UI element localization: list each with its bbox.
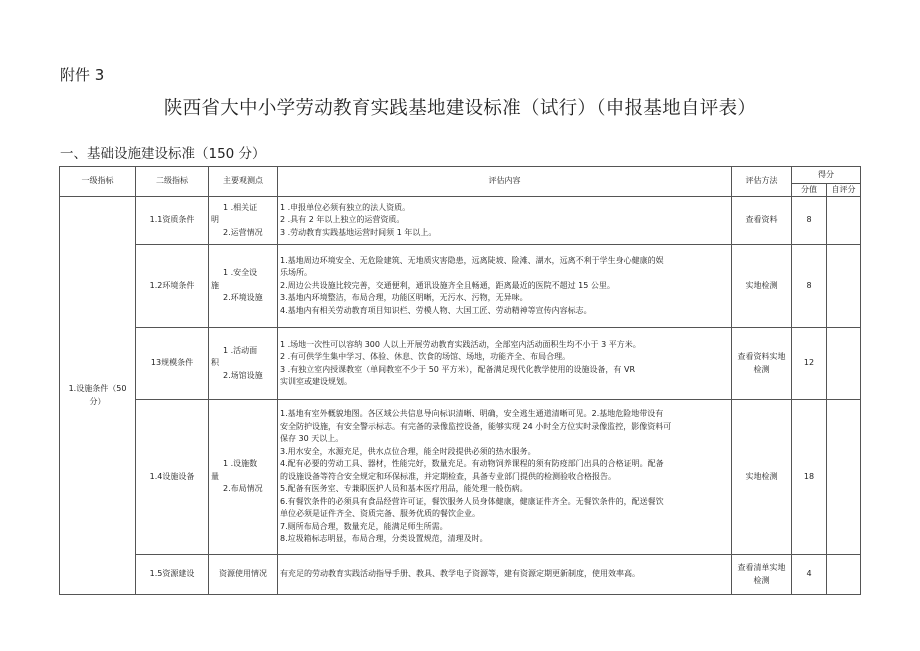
level2-cell: 1.4设施设备 <box>136 400 209 555</box>
observation-line: 2.运营情况 <box>223 227 263 237</box>
level2-cell: 1.5资源建设 <box>136 555 209 595</box>
content-line: 5.配备有医务室、专兼职医护人员和基本医疗用品，能处理一般伤病。 <box>280 484 528 494</box>
self-score-cell[interactable] <box>827 555 861 595</box>
observation-line: 施 <box>211 280 219 290</box>
self-score-cell[interactable] <box>827 400 861 555</box>
content-cell <box>278 197 732 245</box>
content-line: 的设施设备等符合安全规定和环保标准，并定期检查，具备专业部门提供的检测验收合格报告。 <box>280 471 616 481</box>
observation-line: 1 .活动面 <box>223 345 258 355</box>
content-cell <box>278 328 732 400</box>
annex-label: 附件 3 <box>60 66 105 84</box>
table-row <box>60 555 861 595</box>
level2-cell: 1.2环境条件 <box>136 245 209 328</box>
points-cell: 4 <box>792 555 827 595</box>
content-line: 3.基地内环境整洁，布局合理，功能区明晰，无污水、污物，无异味。 <box>280 293 528 303</box>
section-heading: 一、基础设施建设标准（150 分） <box>60 146 266 162</box>
observation-cell <box>209 328 278 400</box>
table-row <box>60 400 861 555</box>
content-cell <box>278 245 732 328</box>
content-line: 3.用水安全，水源充足，供水点位合理，能全时段提供必须的热水服务。 <box>280 446 536 456</box>
content-line: 乐场所。 <box>280 268 312 278</box>
level2-cell: 1.1资质条件 <box>136 197 209 245</box>
content-line: 8.垃圾箱标志明显，布局合理，分类设置规范，清理及时。 <box>280 534 488 544</box>
observation-line: 2.场馆设施 <box>223 370 263 380</box>
observation-line: 明 <box>211 215 219 225</box>
method-cell: 实地检测 <box>732 400 792 555</box>
header-self-score: 自评分 <box>827 184 861 197</box>
content-line: 1.基地周边环境安全、无危险建筑、无地质灾害隐患，远离陡坡、险滩、湖水，远离不利于学生身心健康的娱 <box>280 255 664 265</box>
points-cell: 8 <box>792 245 827 328</box>
content-line: 3 .劳动教育实践基地运营时间须 1 年以上。 <box>280 227 437 237</box>
self-score-cell[interactable] <box>827 328 861 400</box>
observation-cell <box>209 245 278 328</box>
observation-line: 2.布局情况 <box>223 484 263 494</box>
self-score-cell[interactable] <box>827 197 861 245</box>
header-observation: 主要观测点 <box>209 167 278 197</box>
content-line: 安全防护设施，有安全警示标志。有完备的录像监控设备，能够实现 24 小时全方位实时录像监控，影像资料可 <box>280 421 672 431</box>
points-cell: 12 <box>792 328 827 400</box>
observation-cell <box>209 197 278 245</box>
content-line: 单位必须是证件齐全、资质完备、服务优质的餐饮企业。 <box>280 509 480 519</box>
observation-line: 量 <box>211 471 219 481</box>
observation-line: 1 .相关证 <box>223 202 258 212</box>
content-line: 2.周边公共设施比较完善，交通便利，通讯设施齐全且畅通，距离最近的医院不超过 15 公里。 <box>280 280 615 290</box>
content-line: 3 .有独立室内授课教室（单间教室不少于 50 平方米），配备满足现代化教学使用的设施设备，有 VR <box>280 364 636 374</box>
method-cell: 查看资料实地检测 <box>732 328 792 400</box>
method-cell: 查看资料 <box>732 197 792 245</box>
content-cell <box>278 555 732 595</box>
observation-line: 积 <box>211 358 219 368</box>
table-row <box>60 245 861 328</box>
content-line: 1 .申报单位必须有独立的法人资质。 <box>280 202 411 212</box>
self-score-cell[interactable] <box>827 245 861 328</box>
content-line: 有充足的劳动教育实践活动指导手册、教具、教学电子资源等，建有资源定期更新制度，使用效率高。 <box>280 569 640 579</box>
table-row <box>60 197 861 245</box>
header-score: 得分 <box>792 167 861 184</box>
method-cell: 实地检测 <box>732 245 792 328</box>
method-text: 查看清单实地检测 <box>737 563 786 585</box>
points-cell: 8 <box>792 197 827 245</box>
content-line: 2 .具有 2 年以上独立的运营资质。 <box>280 215 405 225</box>
content-line: 实训室或建设规划。 <box>280 377 352 386</box>
method-cell <box>732 555 792 595</box>
content-line: 保存 30 天以上。 <box>280 434 344 444</box>
observation-line: 1 .安全设 <box>223 268 258 278</box>
observation-cell <box>209 400 278 555</box>
observation-line: 1 .设施数 <box>223 459 258 469</box>
header-method: 评估方法 <box>732 167 792 197</box>
observation-line: 2.环境设施 <box>223 293 263 303</box>
header-content: 评估内容 <box>278 167 732 197</box>
content-line: 1 .场地一次性可以容纳 300 人以上开展劳动教育实践活动，全部室内活动面积生均不小于 3 平方米。 <box>280 339 641 349</box>
document-title: 陕西省大中小学劳动教育实践基地建设标准（试行）（申报基地自评表） <box>163 98 757 119</box>
level1-cell: 1.设施条件（50 分） <box>60 197 136 595</box>
content-line: 6.有餐饮条件的必须具有食品经营许可证，餐饮服务人员身体健康，健康证件齐全。无餐饮条件的，配送餐饮 <box>280 496 664 506</box>
content-line: 4.配有必要的劳动工具、器材，性能完好，数量充足。有动物饲养课程的须有防疫部门出具的合格证明。配备 <box>280 459 664 469</box>
table-row <box>60 328 861 400</box>
content-line: 1.基地有室外概貌地图。各区域公共信息导向标识清晰、明确，安全逃生通道清晰可见。2.基地危险地带设有 <box>280 409 664 419</box>
content-cell <box>278 400 732 555</box>
content-line: 7.厕所布局合理，数量充足，能满足师生所需。 <box>280 521 448 531</box>
header-level2: 二级指标 <box>136 167 209 197</box>
standards-table <box>59 166 861 595</box>
header-points: 分值 <box>792 184 827 197</box>
content-line: 4.基地内有相关劳动教育项目知识栏、劳模人物、大国工匠、劳动精神等宣传内容标志。 <box>280 305 592 315</box>
observation-cell: 资源使用情况 <box>209 555 278 595</box>
content-line: 2 .有可供学生集中学习、体验、休息、饮食的场馆、场地，功能齐全、布局合理。 <box>280 352 571 361</box>
level2-cell: 13规模条件 <box>136 328 209 400</box>
points-cell: 18 <box>792 400 827 555</box>
header-level1: 一级指标 <box>60 167 136 197</box>
